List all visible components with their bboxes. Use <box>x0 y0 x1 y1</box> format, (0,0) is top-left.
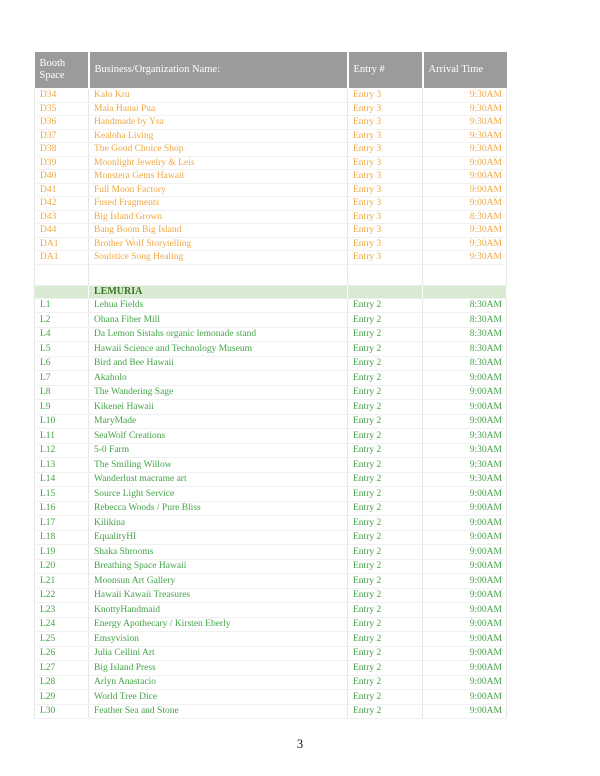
arrival-cell: 9:00AM <box>423 545 507 560</box>
business-cell: Big Island Grown <box>89 210 348 224</box>
table-row <box>35 617 507 632</box>
business-cell: Breathing Space Hawaii <box>89 559 348 574</box>
booth-cell: DA1 <box>35 251 89 265</box>
business-cell: Energy Apothecary / Kirsten Eberly <box>89 617 348 632</box>
business-cell: Da Lemon Sistahs organic lemonade stand <box>89 327 348 342</box>
booth-cell: L15 <box>35 487 89 502</box>
entry-cell: Entry 2 <box>348 429 423 444</box>
business-cell: Soulstice Song Healing <box>89 251 348 265</box>
spacer-cell <box>89 264 348 285</box>
entry-cell: Entry 2 <box>348 632 423 647</box>
business-cell: Moonlight Jewelry & Leis <box>89 156 348 170</box>
booth-cell: L26 <box>35 646 89 661</box>
table-row <box>35 429 507 444</box>
table-row <box>35 356 507 371</box>
arrival-cell: 9:00AM <box>423 501 507 516</box>
table-row <box>35 89 507 103</box>
entry-cell: Entry 3 <box>348 224 423 238</box>
table-row <box>35 210 507 224</box>
table-row <box>35 603 507 618</box>
entry-cell: Entry 2 <box>348 385 423 400</box>
spacer-cell <box>423 264 507 285</box>
business-cell: Bang Boom Big Island <box>89 224 348 238</box>
arrival-cell: 9:00AM <box>423 690 507 705</box>
vendor-table <box>34 52 507 719</box>
column-header-arrival-time: Arrival Time <box>423 52 507 89</box>
entry-cell: Entry 2 <box>348 661 423 676</box>
business-cell: Rebecca Woods / Pure Bliss <box>89 501 348 516</box>
table-row <box>35 371 507 386</box>
entry-cell: Entry 3 <box>348 183 423 197</box>
booth-cell: L17 <box>35 516 89 531</box>
business-cell: Julia Cellini Art <box>89 646 348 661</box>
booth-cell: L2 <box>35 313 89 328</box>
business-cell: Source Light Service <box>89 487 348 502</box>
entry-cell: Entry 2 <box>348 530 423 545</box>
table-row <box>35 487 507 502</box>
entry-cell: Entry 2 <box>348 342 423 357</box>
booth-cell: L9 <box>35 400 89 415</box>
table-row <box>35 472 507 487</box>
business-cell: Ohana Fiber Mill <box>89 313 348 328</box>
booth-cell: D39 <box>35 156 89 170</box>
table-row <box>35 298 507 313</box>
entry-cell: Entry 3 <box>348 197 423 211</box>
entry-cell: Entry 2 <box>348 458 423 473</box>
business-cell: Big Island Press <box>89 661 348 676</box>
entry-cell: Entry 2 <box>348 545 423 560</box>
entry-cell: Entry 3 <box>348 143 423 157</box>
arrival-cell: 9:30AM <box>423 129 507 143</box>
arrival-cell: 9:00AM <box>423 385 507 400</box>
business-cell: The Good Choice Shop <box>89 143 348 157</box>
arrival-cell: 9:30AM <box>423 102 507 116</box>
booth-cell: L16 <box>35 501 89 516</box>
business-cell: Handmade by Ysa <box>89 116 348 130</box>
business-cell: Moonsun Art Gallery <box>89 574 348 589</box>
booth-cell: L6 <box>35 356 89 371</box>
table-row <box>35 385 507 400</box>
booth-cell: L23 <box>35 603 89 618</box>
entry-cell: Entry 2 <box>348 414 423 429</box>
entry-cell: Entry 2 <box>348 603 423 618</box>
table-row <box>35 102 507 116</box>
arrival-cell: 8:30AM <box>423 210 507 224</box>
entry-cell: Entry 2 <box>348 371 423 386</box>
booth-cell: L4 <box>35 327 89 342</box>
entry-cell: Entry 3 <box>348 116 423 130</box>
booth-cell: L28 <box>35 675 89 690</box>
spacer-cell <box>35 264 89 285</box>
section-header-row <box>35 285 507 298</box>
booth-cell: D43 <box>35 210 89 224</box>
business-cell: Kealoha Living <box>89 129 348 143</box>
entry-cell: Entry 3 <box>348 156 423 170</box>
entry-cell: Entry 2 <box>348 690 423 705</box>
arrival-cell: 9:00AM <box>423 530 507 545</box>
entry-cell: Entry 2 <box>348 298 423 313</box>
booth-cell: L30 <box>35 704 89 719</box>
business-cell: Kikenei Hawaii <box>89 400 348 415</box>
table-row <box>35 116 507 130</box>
booth-cell: D35 <box>35 102 89 116</box>
table-row <box>35 632 507 647</box>
booth-cell: DA1 <box>35 237 89 251</box>
booth-cell: D44 <box>35 224 89 238</box>
arrival-cell: 8:30AM <box>423 298 507 313</box>
booth-cell: D37 <box>35 129 89 143</box>
table-row <box>35 183 507 197</box>
business-cell: The Wandering Sage <box>89 385 348 400</box>
booth-cell: L13 <box>35 458 89 473</box>
table-row <box>35 443 507 458</box>
arrival-cell: 8:30AM <box>423 342 507 357</box>
booth-cell: D34 <box>35 89 89 103</box>
booth-cell: L24 <box>35 617 89 632</box>
table-row <box>35 646 507 661</box>
booth-cell: L25 <box>35 632 89 647</box>
table-row <box>35 530 507 545</box>
arrival-cell: 9:30AM <box>423 143 507 157</box>
booth-cell: L7 <box>35 371 89 386</box>
table-header-row <box>35 52 507 89</box>
section-header-booth-cell <box>35 285 89 298</box>
arrival-cell: 8:30AM <box>423 327 507 342</box>
arrival-cell: 9:00AM <box>423 197 507 211</box>
arrival-cell: 9:00AM <box>423 646 507 661</box>
arrival-cell: 9:30AM <box>423 429 507 444</box>
entry-cell: Entry 2 <box>348 704 423 719</box>
business-cell: Feather Sea and Stone <box>89 704 348 719</box>
booth-cell: L12 <box>35 443 89 458</box>
arrival-cell: 9:00AM <box>423 675 507 690</box>
arrival-cell: 9:30AM <box>423 458 507 473</box>
table-row <box>35 559 507 574</box>
arrival-cell: 9:00AM <box>423 487 507 502</box>
spacer-cell <box>348 264 423 285</box>
table-row <box>35 690 507 705</box>
column-header-business-name: Business/Organization Name: <box>89 52 348 89</box>
business-cell: Fused Fragments <box>89 197 348 211</box>
table-row <box>35 313 507 328</box>
entry-cell: Entry 2 <box>348 574 423 589</box>
table-row <box>35 574 507 589</box>
booth-cell: D38 <box>35 143 89 157</box>
vendor-table-body <box>35 89 507 719</box>
entry-cell: Entry 2 <box>348 588 423 603</box>
table-row <box>35 704 507 719</box>
entry-cell: Entry 3 <box>348 129 423 143</box>
entry-cell: Entry 3 <box>348 251 423 265</box>
table-row <box>35 197 507 211</box>
booth-cell: D36 <box>35 116 89 130</box>
arrival-cell: 9:00AM <box>423 400 507 415</box>
arrival-cell: 9:30AM <box>423 251 507 265</box>
arrival-cell: 9:00AM <box>423 632 507 647</box>
business-cell: World Tree Dice <box>89 690 348 705</box>
business-cell: Akaholo <box>89 371 348 386</box>
entry-cell: Entry 2 <box>348 487 423 502</box>
business-cell: Emsyvision <box>89 632 348 647</box>
arrival-cell: 9:00AM <box>423 371 507 386</box>
entry-cell: Entry 2 <box>348 675 423 690</box>
table-row <box>35 661 507 676</box>
arrival-cell: 9:00AM <box>423 617 507 632</box>
section-header-entry-cell <box>348 285 423 298</box>
table-row <box>35 156 507 170</box>
entry-cell: Entry 2 <box>348 646 423 661</box>
table-row <box>35 501 507 516</box>
booth-cell: L11 <box>35 429 89 444</box>
arrival-cell: 9:30AM <box>423 237 507 251</box>
business-cell: Lehua Fields <box>89 298 348 313</box>
business-cell: SeaWolf Creations <box>89 429 348 444</box>
table-row <box>35 400 507 415</box>
business-cell: MaryMade <box>89 414 348 429</box>
booth-cell: L21 <box>35 574 89 589</box>
section-spacer-row <box>35 264 507 285</box>
entry-cell: Entry 3 <box>348 170 423 184</box>
arrival-cell: 9:00AM <box>423 661 507 676</box>
booth-cell: L22 <box>35 588 89 603</box>
booth-cell: L1 <box>35 298 89 313</box>
booth-cell: D41 <box>35 183 89 197</box>
section-header-arrival-cell <box>423 285 507 298</box>
arrival-cell: 9:30AM <box>423 224 507 238</box>
table-row <box>35 251 507 265</box>
entry-cell: Entry 2 <box>348 400 423 415</box>
table-row <box>35 342 507 357</box>
booth-cell: L20 <box>35 559 89 574</box>
column-header-booth-space: Booth Space <box>35 52 89 89</box>
booth-cell: L29 <box>35 690 89 705</box>
business-cell: Monstera Gems Hawaii <box>89 170 348 184</box>
arrival-cell: 9:30AM <box>423 89 507 103</box>
arrival-cell: 9:00AM <box>423 603 507 618</box>
entry-cell: Entry 3 <box>348 89 423 103</box>
booth-cell: L10 <box>35 414 89 429</box>
arrival-cell: 9:00AM <box>423 516 507 531</box>
table-row <box>35 675 507 690</box>
entry-cell: Entry 2 <box>348 472 423 487</box>
business-cell: 5-0 Farm <box>89 443 348 458</box>
entry-cell: Entry 2 <box>348 516 423 531</box>
booth-cell: D40 <box>35 170 89 184</box>
booth-cell: D42 <box>35 197 89 211</box>
table-row <box>35 414 507 429</box>
table-row <box>35 327 507 342</box>
column-header-entry-number: Entry # <box>348 52 423 89</box>
arrival-cell: 9:30AM <box>423 116 507 130</box>
table-row <box>35 143 507 157</box>
entry-cell: Entry 2 <box>348 313 423 328</box>
business-cell: Kilikina <box>89 516 348 531</box>
business-cell: Mala Hanai Pua <box>89 102 348 116</box>
arrival-cell: 9:00AM <box>423 574 507 589</box>
booth-cell: L27 <box>35 661 89 676</box>
arrival-cell: 9:00AM <box>423 156 507 170</box>
arrival-cell: 9:00AM <box>423 588 507 603</box>
arrival-cell: 9:30AM <box>423 472 507 487</box>
table-row <box>35 545 507 560</box>
booth-cell: L5 <box>35 342 89 357</box>
entry-cell: Entry 3 <box>348 102 423 116</box>
arrival-cell: 9:00AM <box>423 704 507 719</box>
business-cell: Bird and Bee Hawaii <box>89 356 348 371</box>
table-row <box>35 516 507 531</box>
arrival-cell: 9:00AM <box>423 170 507 184</box>
page-number: 3 <box>296 737 304 751</box>
booth-cell: L19 <box>35 545 89 560</box>
table-row <box>35 224 507 238</box>
table-row <box>35 237 507 251</box>
business-cell: The Smiling Willow <box>89 458 348 473</box>
business-cell: Hawaii Kawaii Treasures <box>89 588 348 603</box>
table-row <box>35 129 507 143</box>
business-cell: Shaka Shrooms <box>89 545 348 560</box>
business-cell: KnottyHandmaid <box>89 603 348 618</box>
business-cell: Wanderlust macrame art <box>89 472 348 487</box>
booth-cell: L14 <box>35 472 89 487</box>
table-row <box>35 458 507 473</box>
entry-cell: Entry 3 <box>348 210 423 224</box>
business-cell: Hawaii Science and Technology Museum <box>89 342 348 357</box>
entry-cell: Entry 3 <box>348 237 423 251</box>
arrival-cell: 9:30AM <box>423 443 507 458</box>
section-title: LEMURIA <box>89 285 348 298</box>
business-cell: Full Moon Factory <box>89 183 348 197</box>
entry-cell: Entry 2 <box>348 356 423 371</box>
arrival-cell: 9:00AM <box>423 559 507 574</box>
booth-cell: L8 <box>35 385 89 400</box>
entry-cell: Entry 2 <box>348 501 423 516</box>
table-row <box>35 588 507 603</box>
booth-cell: L18 <box>35 530 89 545</box>
entry-cell: Entry 2 <box>348 327 423 342</box>
arrival-cell: 9:00AM <box>423 414 507 429</box>
business-cell: Kalo Kru <box>89 89 348 103</box>
arrival-cell: 8:30AM <box>423 356 507 371</box>
business-cell: Brother Wolf Storytelling <box>89 237 348 251</box>
entry-cell: Entry 2 <box>348 443 423 458</box>
arrival-cell: 8:30AM <box>423 313 507 328</box>
business-cell: EqualityHI <box>89 530 348 545</box>
table-row <box>35 170 507 184</box>
business-cell: Arlyn Anastacio <box>89 675 348 690</box>
arrival-cell: 9:00AM <box>423 183 507 197</box>
entry-cell: Entry 2 <box>348 617 423 632</box>
entry-cell: Entry 2 <box>348 559 423 574</box>
